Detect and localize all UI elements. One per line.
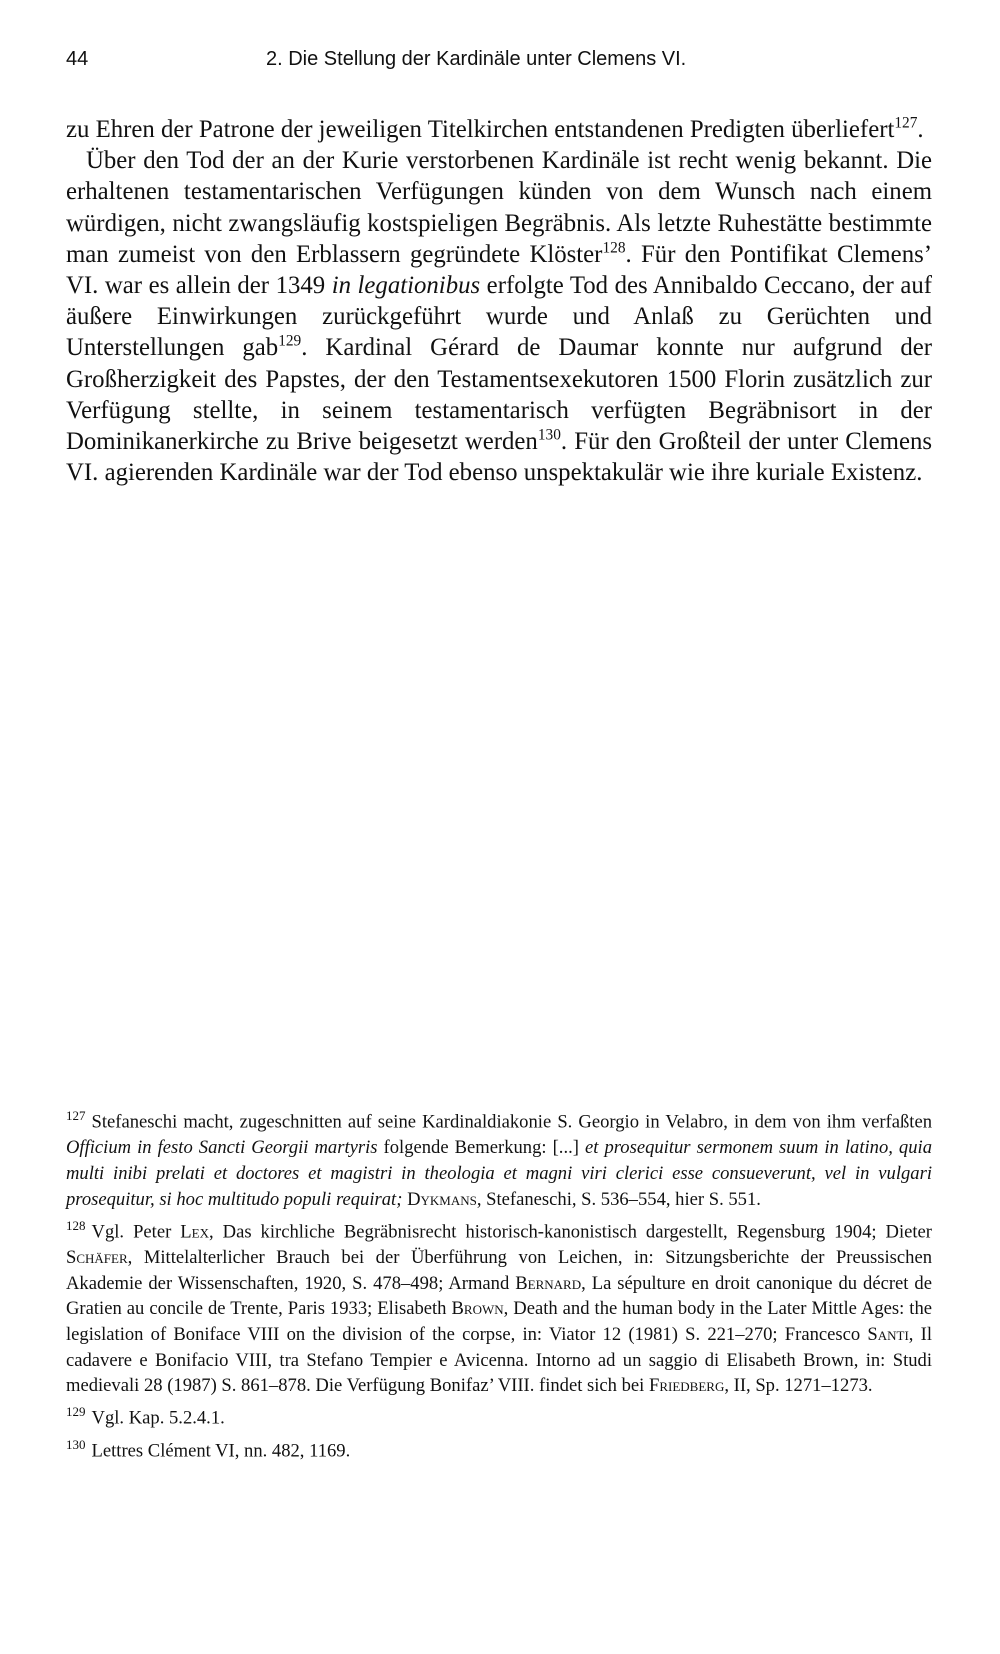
page-header	[66, 48, 946, 78]
footnote-text: , Mittelalterlicher Brauch bei der Überführung von Leichen, in: Sitzungsberichte der Preussischen Akademie der Wissenschaften, 1920, S. 478–498; Armand	[66, 1246, 932, 1294]
footnote-text: , Death and the human body in the Later Mittle Ages: the legislation of Boniface VIII on the division of the corpse, in: Viator 12 (1981) S. 221–270; Francesco	[66, 1298, 933, 1346]
paragraph-2-italic: in legationibus	[331, 272, 481, 300]
paragraph-2-part-e: . Für den Großteil der unter Clemens VI. agierenden Kardinäle war der Tod ebenso unspektakulär wie ihre kuriale Existenz.	[66, 428, 933, 487]
footnote-text: Stefaneschi macht, zugeschnitten auf seine Kardinaldiakonie S. Georgio in Velabro, in dem von ihm verfaßten	[91, 1111, 932, 1133]
author-name: Santi	[867, 1324, 909, 1346]
author-name: Lex	[180, 1221, 209, 1243]
author-name: Friedberg	[649, 1375, 725, 1397]
paragraph-2-part-c: erfolgte Tod des Annibaldo Ceccano, der auf äußere Einwirkungen zurückgeführt wurde und Anlaß zu Gerüchten und Unterstellungen gab	[66, 272, 932, 362]
footnote-ref-128[interactable]: 128	[602, 239, 626, 257]
author-name: Bernard	[515, 1272, 582, 1294]
paragraph-1-end: .	[917, 116, 924, 143]
footnote-number: 129	[66, 1404, 86, 1420]
footnote-text: Vgl. Peter	[91, 1221, 181, 1243]
page-number: 44	[66, 48, 89, 70]
paragraph-1-text: zu Ehren der Patrone der jeweiligen Titelkirchen entstandenen Predigten überliefert	[66, 116, 895, 143]
main-text	[66, 114, 932, 488]
footnote-text: , La sépulture en droit canonique du décret de Gratien au concile de Trente, Paris 1933; Elisabeth	[66, 1272, 932, 1320]
footnote-italic: Officium in festo Sancti Georgii martyris	[66, 1137, 378, 1159]
footnote-130	[66, 1432, 932, 1464]
footnote-number: 130	[66, 1436, 86, 1452]
paragraph-2-part-a: Über den Tod der an der Kurie verstorbenen Kardinäle ist recht wenig bekannt. Die erhaltenen testamentarischen Verfügungen künden von dem Wunsch nach einem würdigen, nicht zwangsläufig kostspieligen Begräbnis. Als letzte Ruhestätte bestimmte man zumeist von den Erblassern gegründete Klöster	[66, 147, 932, 268]
author-name: Dykmans	[407, 1188, 477, 1210]
paragraph-2-part-b: . Für den Pontifikat Clemens’ VI. war es allein der 1349	[66, 240, 932, 300]
footnote-127	[66, 1103, 932, 1213]
footnote-text: folgende Bemerkung: [...]	[377, 1137, 585, 1159]
footnote-text: Lettres Clément VI, nn. 482, 1169.	[91, 1440, 351, 1462]
footnote-ref-129[interactable]: 129	[278, 333, 302, 351]
footnote-text: , Stefaneschi, S. 536–554, hier S. 551.	[476, 1188, 761, 1210]
footnote-text: , II, Sp. 1271–1273.	[724, 1375, 873, 1397]
footnote-128	[66, 1213, 932, 1400]
footnote-text: Vgl. Kap. 5.2.4.1.	[91, 1407, 225, 1429]
footnote-italic: et prosequitur sermonem suum in latino, quia multi inibi prelati et doctores et magistri in theologia et magni viri clerici esse consueverunt, vel in vulgari prosequitur, si hoc multitudo populi requirat;	[66, 1137, 932, 1210]
paragraph-1	[66, 114, 932, 145]
footnote-text: , Das kirchliche Begräbnisrecht historisch-kanonistisch dargestellt, Regensburg 1904; Dieter	[208, 1221, 932, 1243]
paragraph-2-part-d: . Kardinal Gérard de Daumar konnte nur aufgrund der Großherzigkeit des Papstes, der den Testamentsexekutoren 1500 Florin zusätzlich zur Verfügung stellte, in seinem testamentarisch verfügten Begräbnisort in der Dominikanerkirche zu Brive beigesetzt werden	[66, 334, 932, 456]
footnote-129	[66, 1399, 932, 1431]
footnote-number: 127	[66, 1108, 86, 1123]
running-head: 2. Die Stellung der Kardinäle unter Clemens VI.	[266, 48, 687, 70]
footnote-ref-130[interactable]: 130	[537, 426, 561, 444]
author-name: Brown	[451, 1298, 504, 1320]
footnote-ref-127[interactable]: 127	[894, 114, 918, 132]
footnotes	[66, 1103, 932, 1464]
author-name: Schäfer	[66, 1246, 128, 1268]
footnote-number: 128	[66, 1217, 86, 1233]
footnote-text: , Il cadavere e Bonifacio VIII, tra Stefano Tempier e Avicenna. Intorno ad un saggio di Elisabeth Brown, in: Studi medievali 28 (1987) S. 861–878. Die Verfügung Bonifaz’ VIII. findet sich bei	[66, 1324, 932, 1397]
paragraph-2	[66, 145, 932, 488]
